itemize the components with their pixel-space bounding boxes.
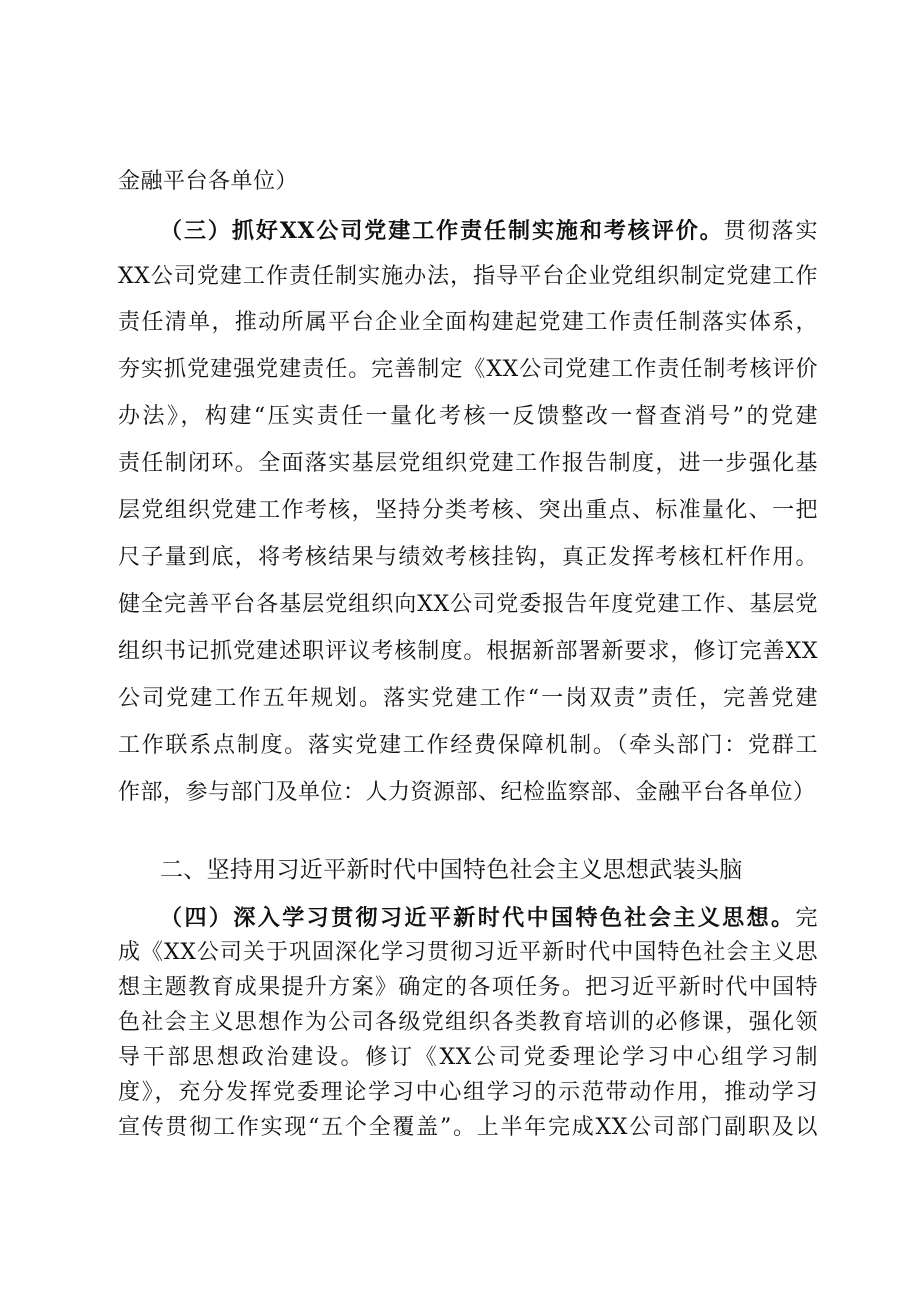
section-4-line: 想主题教育成果提升方案》确定的各项任务。把习近平新时代中国特 [118,975,818,1000]
section-4-line: 色社会主义思想作为公司各级党组织各类教育培训的必修课，强化领 [118,1010,818,1035]
section-4-line: 宣传贯彻工作实现“五个全覆盖”。上半年完成XX公司部门副职及以 [118,1115,818,1140]
section-4-lead: （四）深入学习贯彻习近平新时代中国特色社会主义思想。 [160,905,796,931]
section-4-first-line [160,902,818,934]
section-3-line: 办法》，构建“压实责任一量化考核一反馈整改一督查消号”的党建 [118,404,818,429]
section-3-line: XX公司党建工作责任制实施办法，指导平台企业党组织制定党建工作 [118,264,818,289]
section-3-line: 作部，参与部门及单位：人力资源部、纪检监察部、金融平台各单位） [118,780,816,805]
section-3-line: 健全完善平台各基层党组织向XX公司党委报告年度党建工作、基层党 [118,592,818,617]
section-4-line: 度》，充分发挥党委理论学习中心组学习的示范带动作用，推动学习 [118,1080,818,1105]
section-3-line: 公司党建工作五年规划。落实党建工作“一岗双责”责任，完善党建 [118,686,818,711]
section-4-line: 导干部思想政治建设。修订《XX公司党委理论学习中心组学习制 [118,1045,818,1070]
section-3-line: 组织书记抓党建述职评议考核制度。根据新部署新要求，修订完善XX [118,639,818,664]
section-3-lead: （三）抓好XX公司党建工作责任制实施和考核评价。 [160,218,724,244]
section-3-line: 尺子量到底，将考核结果与绩效考核挂钩，真正发挥考核杠杆作用。 [118,545,818,570]
section-4-line: 成《XX公司关于巩固深化学习贯彻习近平新时代中国特色社会主义思 [118,940,818,965]
section-3-line: 责任清单，推动所属平台企业全面构建起党建工作责任制落实体系， [118,310,818,335]
section-heading-2: 二、坚持用习近平新时代中国特色社会主义思想武装头脑 [160,857,743,883]
section-3-line: 层党组织党建工作考核，坚持分类考核、突出重点、标准量化、一把 [118,498,818,523]
section-3-first-rest: 贯彻落实 [723,219,818,244]
continuation-line: 金融平台各单位） [118,169,299,194]
section-3-first-line [160,211,818,251]
section-4-first-rest: 完 [795,906,818,931]
section-3-line: 工作联系点制度。落实党建工作经费保障机制。（牵头部门：党群工 [118,733,818,758]
section-3-line: 责任制闭环。全面落实基层党组织党建工作报告制度，进一步强化基 [118,451,818,476]
section-3-line: 夯实抓党建强党建责任。完善制定《XX公司党建工作责任制考核评价 [118,357,818,382]
